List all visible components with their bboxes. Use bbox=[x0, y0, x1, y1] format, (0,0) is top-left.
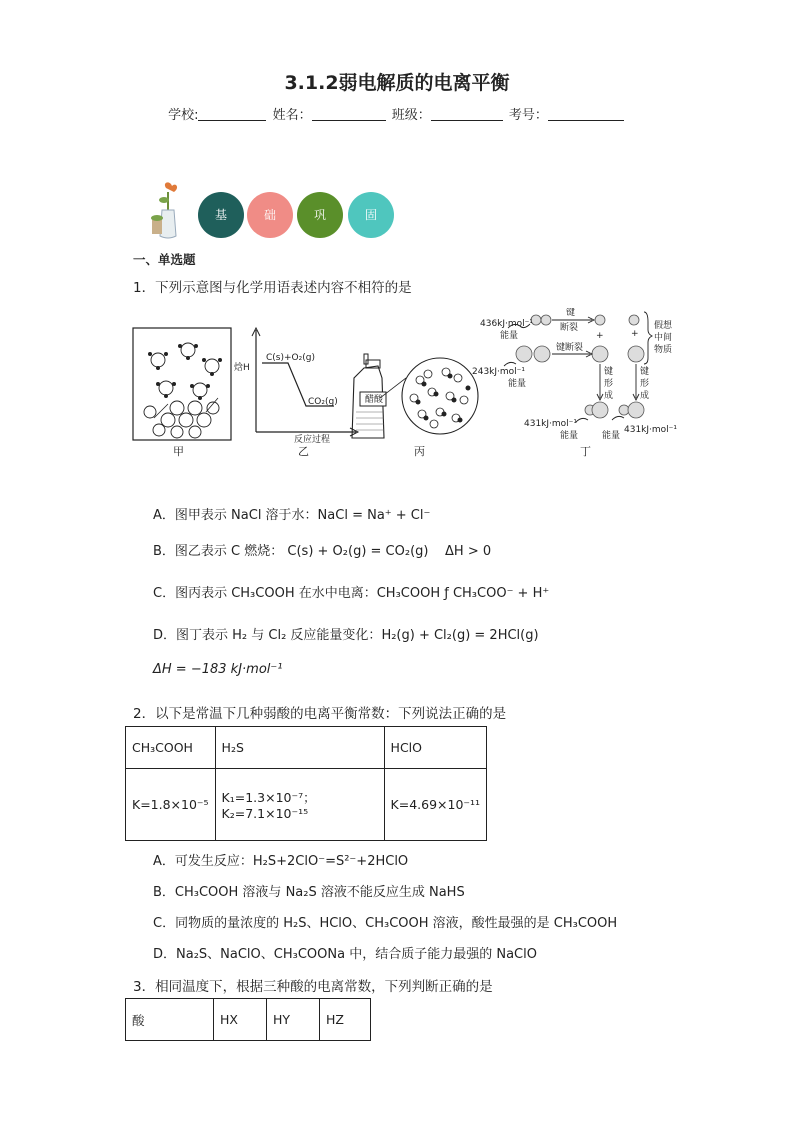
question-1-stem: 1．下列示意图与化学用语表述内容不相符的是 bbox=[133, 280, 412, 296]
ding-energy-4: 能量 bbox=[602, 431, 621, 441]
ding-e431b: 431kJ·mol⁻¹ bbox=[624, 425, 678, 435]
ding-plus-2: + bbox=[631, 329, 639, 339]
badge-ji: 基 bbox=[198, 192, 244, 238]
question-1-figure bbox=[128, 308, 688, 463]
badge-chu: 础 bbox=[247, 192, 293, 238]
ding-jxc-5: 形 bbox=[640, 379, 650, 389]
ding-plus-1: + bbox=[596, 331, 604, 341]
ding-jxc-2: 形 bbox=[604, 379, 614, 389]
badge-gu: 固 bbox=[348, 192, 394, 238]
figure-label-ding: 丁 bbox=[580, 445, 591, 458]
q3-header-hy: HY bbox=[267, 999, 320, 1041]
figure-label-yi: 乙 bbox=[298, 445, 309, 458]
yi-top-label: C(s)+O₂(g) bbox=[266, 353, 315, 363]
ding-jxc-3: 成 bbox=[604, 391, 614, 401]
ding-energy-1: 能量 bbox=[500, 331, 519, 341]
q1-option-d-dh: ΔH = −183 kJ·mol⁻¹ bbox=[153, 662, 283, 677]
yi-bottom-label: CO₂(g) bbox=[308, 397, 338, 407]
ding-jianduanlie: 键断裂 bbox=[556, 343, 584, 353]
q2-option-c[interactable]: C．同物质的量浓度的 H₂S、HClO、CH₃COOH 溶液，酸性最强的是 CH₃COOH bbox=[153, 916, 618, 931]
q2-cell-hclo: K=4.69×10⁻¹¹ bbox=[384, 769, 487, 841]
ding-jiaxiang-2: 中间 bbox=[654, 333, 673, 343]
ding-e436: 436kJ·mol⁻¹ bbox=[480, 319, 534, 329]
ding-jxc-6: 成 bbox=[640, 391, 650, 401]
q1-option-a[interactable]: A．图甲表示 NaCl 溶于水：NaCl = Na⁺ + Cl⁻ bbox=[153, 508, 431, 523]
class-blank[interactable] bbox=[431, 108, 503, 121]
q2-cell-ch3cooh: K=1.8×10⁻⁵ bbox=[126, 769, 216, 841]
ding-jxc-4: 键 bbox=[640, 367, 650, 377]
name-blank[interactable] bbox=[312, 108, 386, 121]
bing-label: 醋酸 bbox=[365, 395, 384, 405]
class-label: 班级： bbox=[391, 108, 431, 123]
q3-header-hx: HX bbox=[214, 999, 267, 1041]
plant-vase-icon bbox=[148, 180, 188, 242]
exam-no-label: 考号： bbox=[508, 108, 548, 123]
q2-header-ch3cooh: CH₃COOH bbox=[126, 727, 216, 769]
figure-jia bbox=[133, 328, 231, 440]
question-3-stem: 3．相同温度下，根据三种酸的电离常数，下列判断正确的是 bbox=[133, 979, 493, 995]
q3-header-hz: HZ bbox=[320, 999, 371, 1041]
yi-ylabel: 焓H bbox=[234, 363, 250, 373]
ding-jian: 键 bbox=[566, 308, 576, 318]
q2-option-d[interactable]: D．Na₂S、NaClO、CH₃COONa 中，结合质子能力最强的 NaClO bbox=[153, 947, 537, 962]
ding-jxc-1: 键 bbox=[604, 367, 614, 377]
school-blank[interactable] bbox=[198, 108, 266, 121]
q2-header-h2s: H₂S bbox=[215, 727, 384, 769]
q2-option-b[interactable]: B．CH₃COOH 溶液与 Na₂S 溶液不能反应生成 NaHS bbox=[153, 885, 465, 900]
figure-yi bbox=[252, 328, 358, 436]
ding-duanlie: 断裂 bbox=[560, 323, 579, 333]
question-2-stem: 2．以下是常温下几种弱酸的电离平衡常数：下列说法正确的是 bbox=[133, 706, 507, 722]
q2-cell-h2s: K₁=1.3×10⁻⁷；K₂=7.1×10⁻¹⁵ bbox=[215, 769, 384, 841]
yi-xlabel: 反应过程 bbox=[294, 435, 331, 445]
q3-header-acid: 酸 bbox=[126, 999, 214, 1041]
student-info-line bbox=[0, 104, 794, 123]
name-label: 姓名： bbox=[272, 108, 312, 123]
section-heading: 一、单选题 bbox=[133, 252, 196, 267]
ding-e243: 243kJ·mol⁻¹ bbox=[472, 367, 526, 377]
exam-no-blank[interactable] bbox=[548, 108, 624, 121]
q2-option-a[interactable]: A．可发生反应：H₂S+2ClO⁻=S²⁻+2HClO bbox=[153, 854, 409, 869]
q1-option-c[interactable]: C．图丙表示 CH₃COOH 在水中电离：CH₃COOH ƒ CH₃COO⁻ + H⁺ bbox=[153, 586, 550, 601]
ding-energy-2: 能量 bbox=[508, 379, 527, 389]
q2-table bbox=[125, 726, 487, 841]
q1-option-d[interactable]: D．图丁表示 H₂ 与 Cl₂ 反应能量变化：H₂(g) + Cl₂(g) = 2HCl(g) bbox=[153, 628, 539, 643]
q2-header-hclo: HClO bbox=[384, 727, 487, 769]
q3-table bbox=[125, 998, 371, 1041]
figure-label-bing: 丙 bbox=[414, 445, 425, 458]
ding-jiaxiang-3: 物质 bbox=[654, 345, 673, 355]
ding-jiaxiang-1: 假想 bbox=[654, 321, 673, 331]
q1-option-b[interactable]: B．图乙表示 C 燃烧： C(s) + O₂(g) = CO₂(g) ΔH > 0 bbox=[153, 544, 492, 559]
school-label: 学校: bbox=[168, 108, 199, 123]
figure-label-jia: 甲 bbox=[173, 445, 184, 458]
ding-e431a: 431kJ·mol⁻¹ bbox=[524, 419, 578, 429]
page-title: 3.1.2弱电解质的电离平衡 bbox=[284, 72, 510, 94]
ding-energy-3: 能量 bbox=[560, 431, 579, 441]
badge-gong: 巩 bbox=[297, 192, 343, 238]
